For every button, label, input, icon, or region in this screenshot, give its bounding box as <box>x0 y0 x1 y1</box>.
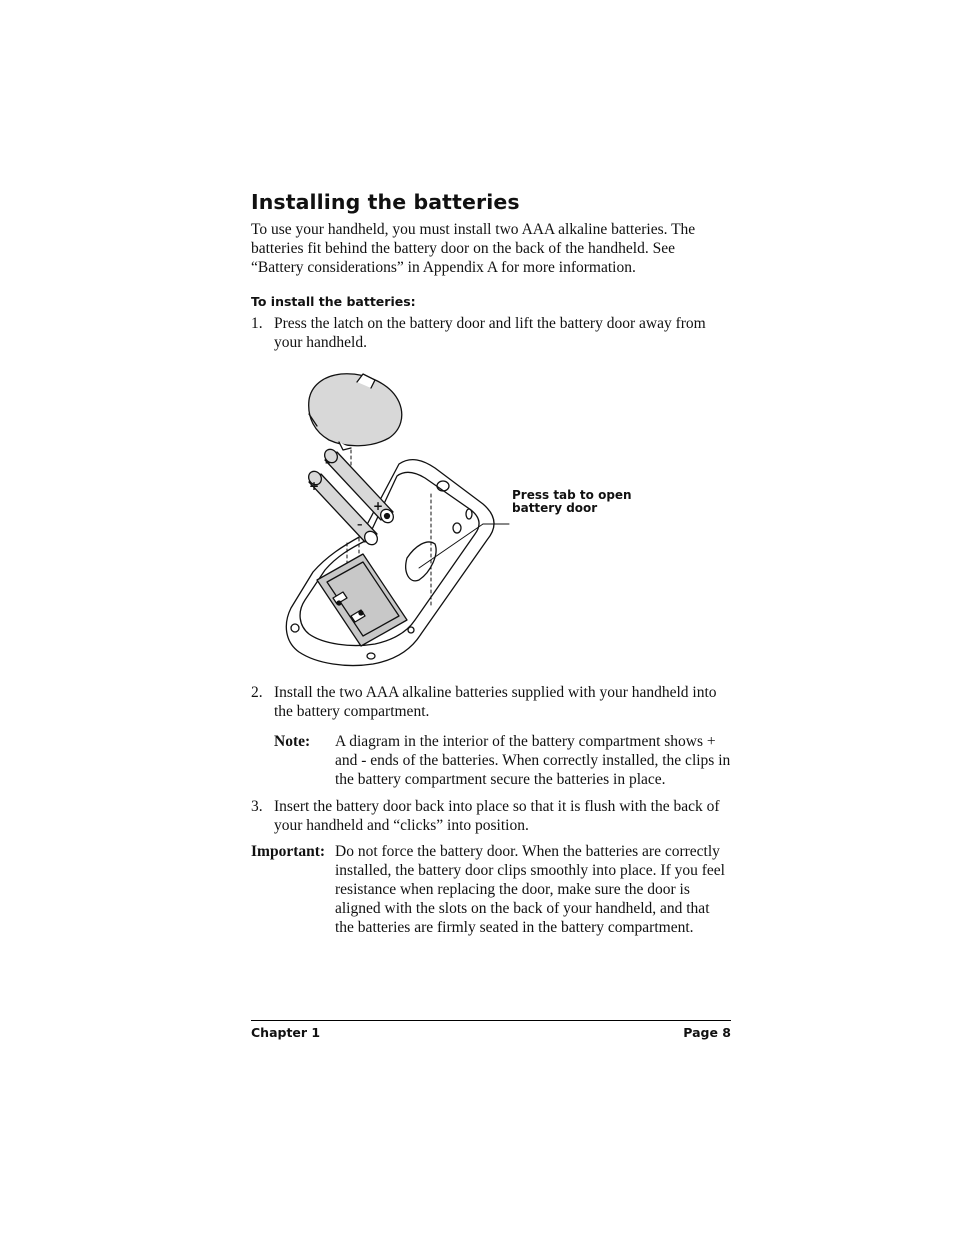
page-footer <box>251 1020 731 1041</box>
step-text: Insert the battery door back into place so that it is flush with the back of your handheld and “clicks” into position. <box>274 798 720 834</box>
section-title: Installing the batteries <box>251 190 520 214</box>
footer-chapter: Chapter 1 <box>251 1025 321 1040</box>
battery-minus-label-a: – <box>325 456 331 469</box>
handheld-line-drawing <box>251 358 731 680</box>
step-number: 2. <box>251 684 263 701</box>
callout-line-2: battery door <box>512 501 598 515</box>
callout-line-1: Press tab to open <box>512 488 632 502</box>
step-text: Press the latch on the battery door and lift the battery door away from your handheld. <box>274 315 706 351</box>
note-label: Note: <box>274 733 311 750</box>
battery-plus-label-a: + <box>309 479 320 493</box>
procedure-heading: To install the batteries: <box>251 294 416 309</box>
footer-page-number: Page 8 <box>683 1025 731 1040</box>
note-text: A diagram in the interior of the battery compartment shows + and - ends of the batteries. When correctly installed, the clips in the battery compartment secure the batteries in place. <box>335 733 731 788</box>
battery-installation-illustration <box>251 358 731 680</box>
battery-plus-label-b: + <box>373 499 384 513</box>
step-2 <box>251 683 731 721</box>
step-3 <box>251 797 731 835</box>
battery-compartment-shape <box>317 554 407 646</box>
important-label: Important: <box>251 843 326 860</box>
figure-callout <box>512 489 632 515</box>
note-block <box>251 732 731 789</box>
important-text: Do not force the battery door. When the batteries are correctly installed, the battery door clips smoothly into place. If you feel resistance when replacing the door, make sure the door is aligned with the slots on the back of your handheld, and that the batteries are firmly seated in the battery compartment. <box>335 843 725 936</box>
document-page <box>251 186 731 937</box>
intro-paragraph: To use your handheld, you must install two AAA alkaline batteries. The batteries fit behind the battery door on the back of the handheld. See “Battery considerations” in Appendix A for more information. <box>251 221 696 276</box>
battery-two <box>322 447 396 525</box>
step-number: 3. <box>251 798 263 815</box>
important-block <box>251 842 731 937</box>
battery-door-shape <box>309 374 402 446</box>
step-number: 1. <box>251 315 263 332</box>
step-1 <box>251 314 731 352</box>
battery-minus-label-b: – <box>357 518 363 531</box>
step-text: Install the two AAA alkaline batteries supplied with your handheld into the battery compartment. <box>274 684 717 720</box>
